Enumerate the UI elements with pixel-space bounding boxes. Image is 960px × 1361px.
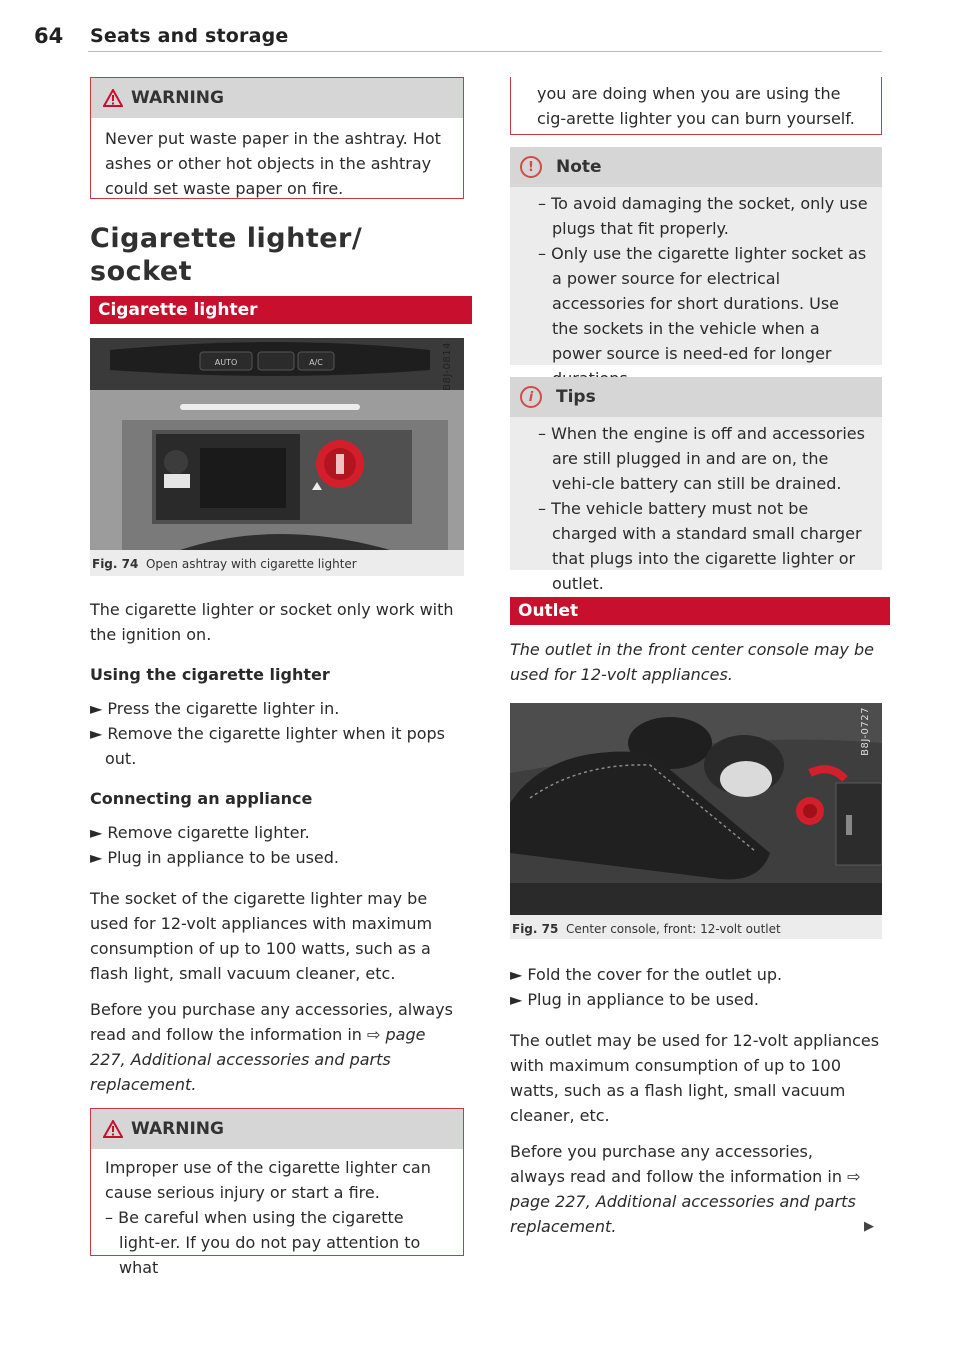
warning-header: [91, 78, 463, 118]
figure-74-code: B8J-0814: [442, 342, 453, 391]
header-rule: [88, 51, 882, 52]
note-header: [510, 147, 882, 187]
outlet-intro: The outlet in the front center console may be used for 12-volt appliances.: [510, 640, 874, 684]
note-box: [510, 147, 882, 365]
figure-75: [510, 703, 882, 939]
warning-box-continued: [510, 77, 882, 135]
running-header: Seats and storage: [90, 25, 289, 47]
exclamation-circle-icon: !: [520, 156, 542, 178]
warning-triangle-icon: [103, 89, 123, 107]
note-item-2: – Only use the cigarette lighter socket as a power source for electrical accessories for short durations. Use the sockets in the vehicle when a power source is need-ed for longer: [538, 244, 867, 363]
connecting-step-1: ► Remove cigarette lighter.: [90, 823, 310, 842]
auto-button-label: AUTO: [214, 358, 238, 367]
warning-box-ashtray: [90, 77, 464, 199]
note-title: Note: [556, 156, 602, 177]
info-circle-icon: i: [520, 386, 542, 408]
connecting-step-2: ► Plug in appliance to be used.: [90, 848, 340, 867]
warning-2-continued: you are doing when you are using the cig-arette lighter you can burn yourself.: [537, 84, 855, 128]
warning-2-text: Improper use of the cigarette lighter can cause serious injury or start a fire.: [105, 1158, 431, 1202]
outlet-text: The outlet may be used for 12-volt appliances with maximum consumption of up to 100 watts, such as a flash light, small vacuum cleaner, etc.: [510, 1031, 880, 1125]
tips-box: [510, 377, 882, 593]
section-title-line1: Cigarette lighter/: [90, 223, 363, 254]
figure-74-caption: [90, 550, 464, 578]
before-text-1: Before you purchase any accessories, always read and follow the information in ⇨ page 227, Additional accessories and parts replacement.: [90, 1000, 453, 1094]
socket-text: The socket of the cigarette lighter may be used for 12-volt appliances with maximum consumption of up to 100 watts, such as a flash light, small vacuum cleaner, etc.: [90, 889, 433, 983]
continue-arrow-icon: ▶: [864, 1219, 874, 1234]
page-reference-link-1[interactable]: ⇨ page 227, Additional accessories and parts replacement.: [90, 1025, 426, 1094]
page-reference-link-2[interactable]: ⇨ page 227, Additional accessories and parts replacement.: [510, 1167, 861, 1236]
warning-box-lighter: [90, 1108, 464, 1277]
tips-header: [510, 377, 882, 417]
section-title-line2: socket: [90, 256, 193, 287]
figure-75-caption: [510, 915, 882, 943]
section-title-block: [90, 222, 464, 288]
page-number: 64: [34, 24, 64, 48]
figure-74: [90, 338, 464, 576]
tips-title: Tips: [556, 386, 596, 407]
figure-75-caption-text: Center console, front: 12-volt outlet: [565, 922, 781, 936]
before-text-2: Before you purchase any accessories, always read and follow the information in ⇨ page 227, Additional accessories and parts replacement.: [510, 1142, 861, 1236]
ashtray-photo: [90, 338, 464, 550]
warning-triangle-icon: [103, 1120, 123, 1138]
note-item-1: – To avoid damaging the socket, only use plugs that fit properly.: [538, 194, 868, 238]
intro-text: The cigarette lighter or socket only work with the ignition on.: [90, 600, 454, 644]
using-heading: Using the cigarette lighter: [90, 665, 330, 684]
subsection-band-cigarette-lighter: Cigarette lighter: [90, 296, 472, 324]
outlet-step-1: ► Fold the cover for the outlet up.: [510, 965, 783, 984]
warning-text: Never put waste paper in the ashtray. Hot ashes or other hot objects in the ashtray could set waste paper on fire.: [105, 129, 441, 198]
tips-item-1: – When the engine is off and accessories are still plugged in and are on, the vehi-cle battery can still be drained.: [538, 424, 865, 493]
warning-title-2: WARNING: [131, 1118, 224, 1139]
figure-75-number: Fig. 75: [512, 922, 559, 936]
using-step-1: ► Press the cigarette lighter in.: [90, 699, 340, 718]
warning-2-item: – Be careful when using the cigarette light-er. If you do not pay attention to what: [105, 1208, 421, 1277]
ac-button-label: A/C: [309, 358, 323, 367]
warning-title: WARNING: [131, 87, 224, 108]
center-console-photo: [510, 703, 882, 915]
tips-item-2: – The vehicle battery must not be charged with a standard small charger that plugs into the cigarette lighter or outlet.: [538, 499, 862, 593]
outlet-step-2: ► Plug in appliance to be used.: [510, 990, 760, 1009]
using-step-2: ► Remove the cigarette lighter when it pops out.: [90, 724, 446, 768]
figure-75-code: B8J-0727: [860, 707, 871, 756]
warning-header-2: [91, 1109, 463, 1149]
figure-74-number: Fig. 74: [92, 557, 139, 571]
subsection-band-outlet: Outlet: [510, 597, 890, 625]
figure-74-caption-text: Open ashtray with cigarette lighter: [145, 557, 357, 571]
connecting-heading: Connecting an appliance: [90, 789, 313, 808]
